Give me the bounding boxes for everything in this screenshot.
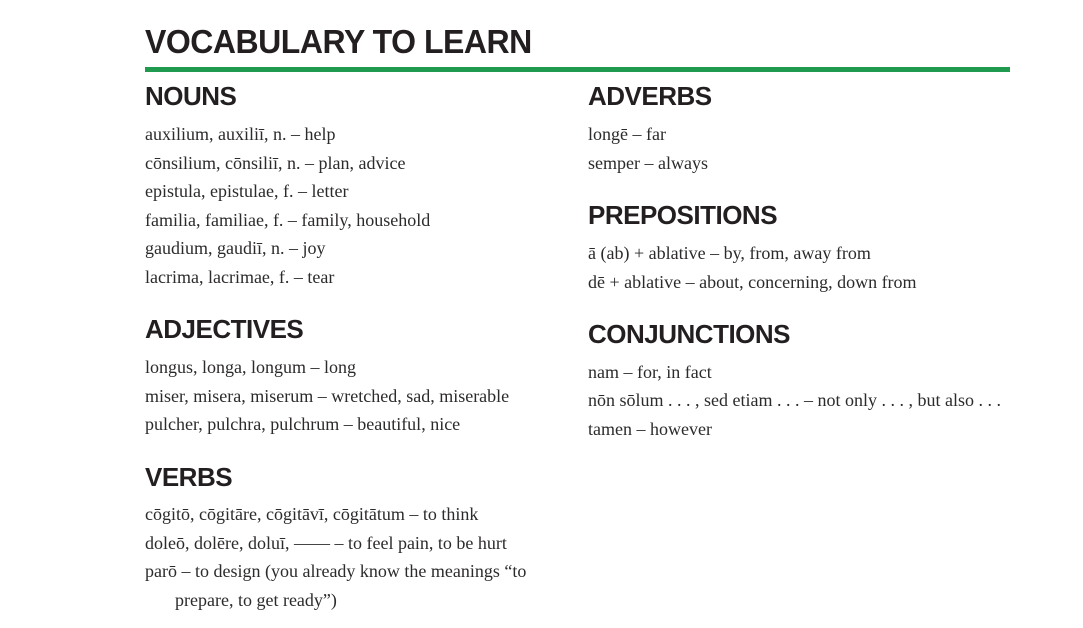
vocab-entry: cōgitō, cōgitāre, cōgitāvī, cōgitātum – to think: [145, 504, 479, 525]
section-adverbs: [588, 82, 1010, 177]
right-column: [588, 82, 1010, 443]
prepositions-entry-list: [588, 239, 1010, 296]
adjectives-entry-list: [145, 353, 568, 439]
section-heading-conjunctions: CONJUNCTIONS: [588, 319, 791, 350]
section-adjectives: [145, 315, 568, 438]
section-heading-adjectives: ADJECTIVES: [145, 314, 304, 345]
adverbs-entry-list: [588, 120, 1010, 177]
vocab-entry: auxilium, auxiliī, n. – help: [145, 124, 336, 145]
page-title: VOCABULARY TO LEARN: [145, 23, 532, 60]
verbs-entry-list: [145, 500, 568, 614]
vocab-entry: nam – for, in fact: [588, 361, 712, 382]
vocab-entry: familia, familiae, f. – family, household: [145, 209, 431, 230]
section-verbs: [145, 463, 568, 615]
vocab-entry: pulcher, pulchra, pulchrum – beautiful, nice: [145, 414, 461, 435]
vocab-entry: epistula, epistulae, f. – letter: [145, 181, 349, 202]
vocab-entry: doleō, dolēre, doluī, —— – to feel pain, to be hurt: [145, 532, 507, 553]
vocab-entry: parō – to design (you already know the meanings “to prepare, to get ready”): [145, 561, 527, 610]
section-heading-nouns: NOUNS: [145, 81, 237, 112]
section-heading-prepositions: PREPOSITIONS: [588, 200, 778, 231]
vocab-entry: nōn sōlum . . . , sed etiam . . . – not only . . . , but also . . .: [588, 390, 1001, 411]
vocab-entry: gaudium, gaudiī, n. – joy: [145, 238, 326, 259]
vocab-entry: longē – far: [588, 124, 666, 145]
section-conjunctions: [588, 320, 1010, 443]
vocab-entry: cōnsilium, cōnsiliī, n. – plan, advice: [145, 152, 406, 173]
vocab-entry: ā (ab) + ablative – by, from, away from: [588, 243, 871, 264]
two-column-layout: [145, 82, 1010, 614]
section-prepositions: [588, 201, 1010, 296]
title-underline-rule: [145, 67, 1010, 72]
section-nouns: [145, 82, 568, 291]
conjunctions-entry-list: [588, 358, 1010, 444]
vocab-entry: dē + ablative – about, concerning, down from: [588, 271, 917, 292]
vocab-entry: lacrima, lacrimae, f. – tear: [145, 266, 335, 287]
section-heading-adverbs: ADVERBS: [588, 81, 712, 112]
vocab-entry: longus, longa, longum – long: [145, 357, 356, 378]
vocab-entry: miser, misera, miserum – wretched, sad, miserable: [145, 385, 510, 406]
vocab-entry: tamen – however: [588, 418, 712, 439]
nouns-entry-list: [145, 120, 568, 291]
left-column: [145, 82, 588, 614]
vocab-entry: semper – always: [588, 152, 708, 173]
section-heading-verbs: VERBS: [145, 461, 233, 492]
